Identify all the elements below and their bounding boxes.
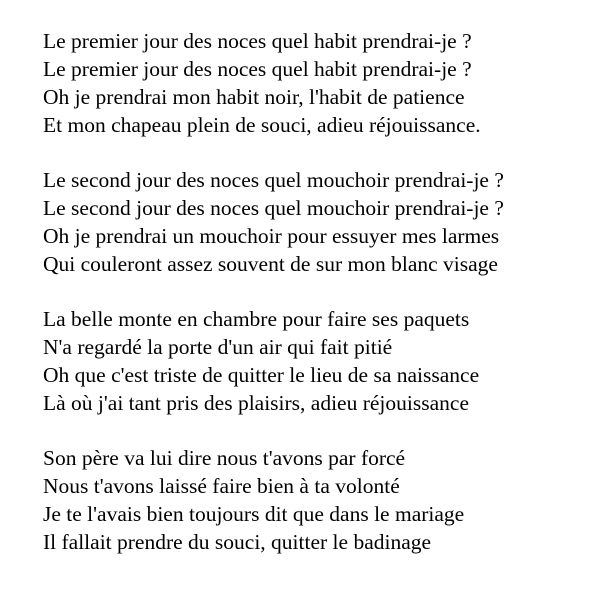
poem-line: Je te l'avais bien toujours dit que dans le mariage [43, 502, 465, 526]
poem-line: Il fallait prendre du souci, quitter le badinage [43, 530, 432, 554]
poem-line: Oh je prendrai un mouchoir pour essuyer mes larmes [43, 224, 500, 248]
poem-line: La belle monte en chambre pour faire ses paquets [43, 307, 470, 331]
poem-line: N'a regardé la porte d'un air qui fait pitié [43, 335, 393, 359]
stanza-3 [43, 305, 593, 417]
stanza-4 [43, 444, 593, 556]
poem-line: Le premier jour des noces quel habit prendrai-je ? [43, 29, 472, 53]
poem-line: Oh je prendrai mon habit noir, l'habit de patience [43, 85, 465, 109]
poem-line: Son père va lui dire nous t'avons par forcé [43, 446, 406, 470]
poem-line: Le premier jour des noces quel habit prendrai-je ? [43, 57, 472, 81]
stanza-2 [43, 166, 593, 278]
poem-line: Le second jour des noces quel mouchoir prendrai-je ? [43, 168, 504, 192]
poem-line: Nous t'avons laissé faire bien à ta volonté [43, 474, 400, 498]
poem-text [43, 27, 593, 583]
poem-line: Le second jour des noces quel mouchoir prendrai-je ? [43, 196, 504, 220]
poem-line: Là où j'ai tant pris des plaisirs, adieu réjouissance [43, 391, 469, 415]
poem-line: Qui couleront assez souvent de sur mon blanc visage [43, 252, 498, 276]
poem-line: Et mon chapeau plein de souci, adieu réjouissance. [43, 113, 481, 137]
poem-line: Oh que c'est triste de quitter le lieu de sa naissance [43, 363, 480, 387]
stanza-1 [43, 27, 593, 139]
